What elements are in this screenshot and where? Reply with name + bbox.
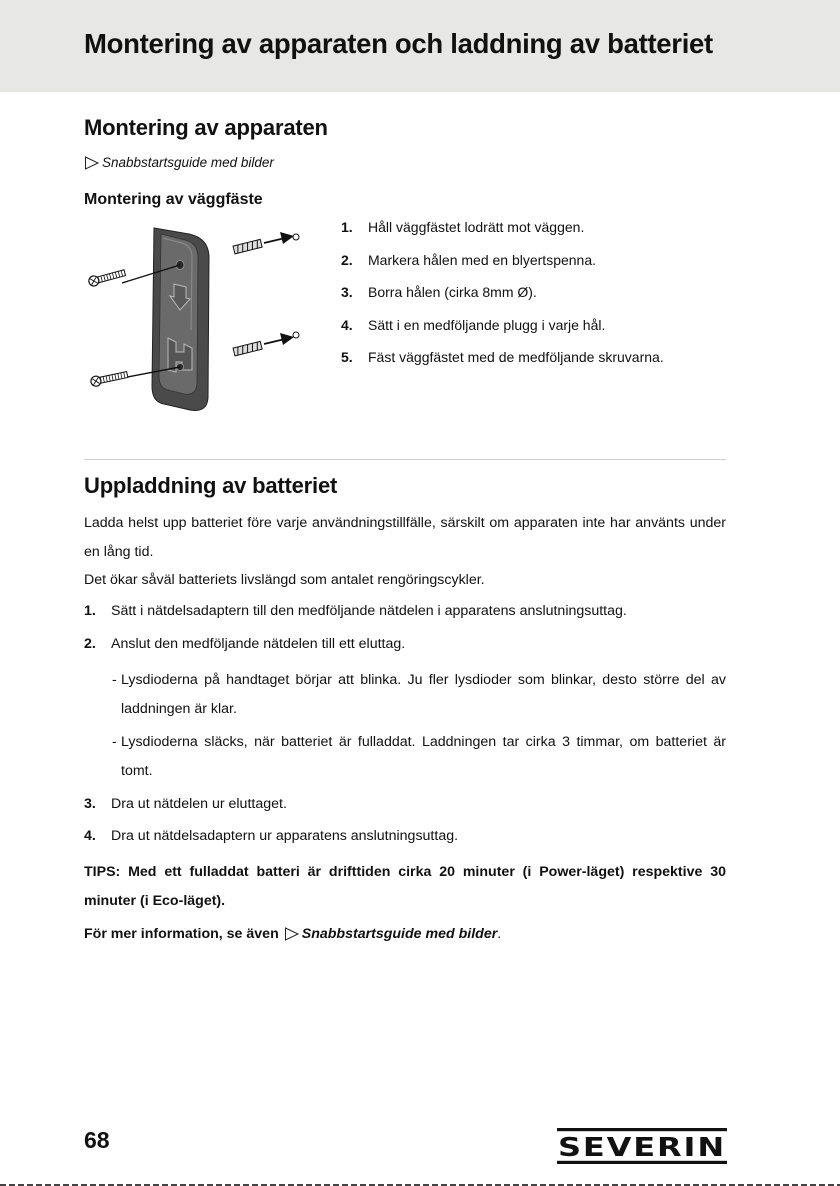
mounting-step — [341, 219, 664, 252]
charging-step — [84, 597, 726, 626]
mounting-steps-list — [341, 219, 664, 382]
step-text: Sätt i en medföljande plugg i varje hål. — [368, 316, 606, 333]
mounting-step — [341, 284, 664, 317]
charging-intro-paragraph: Ladda helst upp batteriet före varje användningstillfälle, särskilt om apparaten inte har använts under en lång tid. — [84, 515, 726, 560]
page-header-title: Montering av apparaten och laddning av batteriet — [84, 28, 713, 59]
tips-note: TIPS: Med ett fulladdat batteri är drifttiden cirka 20 minuter (i Power-läget) respektive 30 minuter (i Eco-läget). — [84, 864, 726, 909]
charging-sub-item — [112, 728, 726, 786]
charging-sub-item — [112, 666, 726, 724]
step-text: Dra ut nätdelen ur eluttaget. — [111, 796, 287, 812]
dash-marker: - — [112, 672, 117, 688]
step-text: Borra hålen (cirka 8mm Ø). — [368, 284, 537, 300]
step-number: 2. — [341, 251, 353, 268]
play-triangle-icon — [84, 156, 100, 170]
step-number: 5. — [341, 349, 353, 365]
mounting-step — [341, 252, 664, 285]
mounting-step — [341, 317, 664, 350]
charging-step — [84, 630, 726, 659]
subheading-wall-bracket: Montering av väggfäste — [84, 191, 263, 208]
svg-text:SEVERIN: SEVERIN — [558, 1133, 726, 1163]
charging-intro-note: Det ökar såväl batteriets livslängd som antalet rengöringscykler. — [84, 572, 485, 588]
step-text: Anslut den medföljande nätdelen till ett eluttag. — [111, 636, 406, 652]
quick-guide-reference-text: Snabbstartsguide med bilder — [102, 155, 274, 170]
charging-step — [84, 790, 726, 819]
sub-item-text: Lysdioderna släcks, när batteriet är fulladdat. Laddningen tar cirka 3 timmar, om batteriet är tomt. — [121, 734, 726, 779]
play-triangle-icon — [284, 927, 300, 941]
step-number: 3. — [341, 284, 353, 300]
more-info-line — [84, 926, 501, 942]
more-info-link[interactable]: Snabbstartsguide med bilder — [301, 926, 498, 942]
charging-step — [84, 822, 726, 851]
more-info-prefix: För mer information, se även — [84, 926, 279, 942]
mounting-step — [341, 349, 664, 382]
section-divider — [84, 459, 726, 460]
step-number: 3. — [84, 796, 96, 812]
section-heading-charging: Uppladdning av batteriet — [84, 473, 338, 498]
step-text: Fäst väggfästet med de medföljande skruvarna. — [368, 349, 664, 365]
step-number: 1. — [341, 219, 353, 235]
step-text: Håll väggfästet lodrätt mot väggen. — [368, 219, 585, 235]
step-text: Markera hålen med en blyertspenna. — [368, 251, 597, 268]
page-number: 68 — [84, 1127, 110, 1153]
dash-marker: - — [112, 734, 117, 750]
severin-logo — [557, 1128, 727, 1164]
step-number: 2. — [84, 636, 96, 652]
step-number: 1. — [84, 603, 96, 619]
wall-bracket-illustration — [84, 220, 310, 415]
section-heading-mounting: Montering av apparaten — [84, 115, 328, 140]
quick-guide-reference — [84, 155, 274, 170]
step-text: Sätt i nätdelsadaptern till den medföljande nätdelen i apparatens anslutningsuttag. — [111, 603, 627, 619]
more-info-suffix: . — [497, 926, 502, 942]
step-text: Dra ut nätdelsadaptern ur apparatens anslutningsuttag. — [111, 828, 459, 844]
step-number: 4. — [84, 828, 96, 844]
step-number: 4. — [341, 316, 353, 333]
sub-item-text: Lysdioderna på handtaget börjar att blinka. Ju fler lysdioder som blinkar, desto större del av laddningen är klar. — [121, 672, 726, 717]
